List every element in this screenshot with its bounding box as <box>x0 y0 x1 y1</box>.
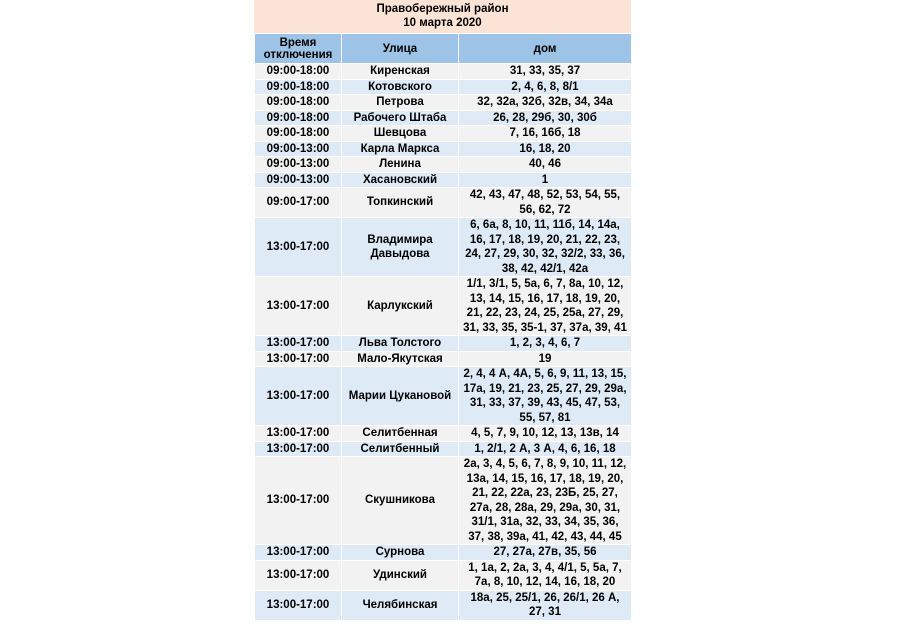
table-row <box>255 126 632 142</box>
street-cell: Киренская <box>342 64 459 80</box>
time-cell: 13:00-17:00 <box>255 336 342 352</box>
street-cell: Льва Толстого <box>342 336 459 352</box>
street-cell: Марии Цукановой <box>342 367 459 426</box>
table-row <box>255 590 632 620</box>
table-row <box>255 367 632 426</box>
time-cell: 09:00-18:00 <box>255 79 342 95</box>
houses-cell: 32, 32а, 32б, 32в, 34, 34а <box>459 95 632 111</box>
time-cell: 13:00-17:00 <box>255 351 342 367</box>
time-cell: 09:00-13:00 <box>255 172 342 188</box>
street-cell: Селитбенная <box>342 426 459 442</box>
time-cell: 09:00-18:00 <box>255 126 342 142</box>
street-cell: Сурнова <box>342 545 459 561</box>
houses-cell: 1 <box>459 172 632 188</box>
table-row <box>255 426 632 442</box>
table-row <box>255 157 632 173</box>
table-row <box>255 560 632 590</box>
time-cell: 13:00-17:00 <box>255 560 342 590</box>
time-cell: 09:00-13:00 <box>255 141 342 157</box>
table-title <box>254 0 631 33</box>
houses-cell: 27, 27а, 27в, 35, 56 <box>459 545 632 561</box>
time-cell: 13:00-17:00 <box>255 218 342 277</box>
houses-cell: 2, 4, 6, 8, 8/1 <box>459 79 632 95</box>
houses-cell: 40, 46 <box>459 157 632 173</box>
time-cell: 13:00-17:00 <box>255 277 342 336</box>
column-header-street: Улица <box>342 34 459 64</box>
street-cell: Владимира Давыдова <box>342 218 459 277</box>
time-cell: 13:00-17:00 <box>255 590 342 620</box>
street-cell: Хасановский <box>342 172 459 188</box>
table-row <box>255 545 632 561</box>
houses-cell: 26, 28, 29б, 30, 30б <box>459 110 632 126</box>
street-cell: Карла Маркса <box>342 141 459 157</box>
houses-cell: 6, 6а, 8, 10, 11, 11б, 14, 14а, 16, 17, 18, 19, 20, 21, 22, 23, 24, 27, 29, 30, 32, 32/2, 33, 36, 38, 42, 42/1, 42а <box>459 218 632 277</box>
outage-table <box>254 33 632 621</box>
houses-cell: 31, 33, 35, 37 <box>459 64 632 80</box>
table-row <box>255 172 632 188</box>
street-cell: Котовского <box>342 79 459 95</box>
time-cell: 09:00-13:00 <box>255 157 342 173</box>
houses-cell: 42, 43, 47, 48, 52, 53, 54, 55, 56, 62, 72 <box>459 188 632 218</box>
street-cell: Топкинский <box>342 188 459 218</box>
outage-schedule <box>254 0 631 621</box>
houses-cell: 7, 16, 16б, 18 <box>459 126 632 142</box>
table-row <box>255 277 632 336</box>
table-row <box>255 110 632 126</box>
time-cell: 13:00-17:00 <box>255 457 342 545</box>
houses-cell: 18а, 25, 25/1, 26, 26/1, 26 А, 27, 31 <box>459 590 632 620</box>
street-cell: Шевцова <box>342 126 459 142</box>
houses-cell: 16, 18, 20 <box>459 141 632 157</box>
table-row <box>255 64 632 80</box>
table-row <box>255 188 632 218</box>
houses-cell: 2, 4, 4 А, 4А, 5, 6, 9, 11, 13, 15, 17а, 19, 21, 23, 25, 27, 29, 29а, 31, 33, 37, 39, 43, 45, 47, 53, 55, 57, 81 <box>459 367 632 426</box>
street-cell: Удинский <box>342 560 459 590</box>
header-row <box>255 34 632 64</box>
houses-cell: 2а, 3, 4, 5, 6, 7, 8, 9, 10, 11, 12, 13а, 14, 15, 16, 17, 18, 19, 20, 21, 22, 22а, 23, 23Б, 25, 27, 27а, 28, 28а, 29, 29а, 30, 31, 31/1, 31а, 32, 33, 34, 35, 36, 37, 38, 39а, 41, 42, 43, 44, 45 <box>459 457 632 545</box>
column-header-time: Время отключения <box>255 34 342 64</box>
street-cell: Ленина <box>342 157 459 173</box>
district-name: Правобережный район <box>376 3 509 15</box>
street-cell: Селитбенный <box>342 441 459 457</box>
street-cell: Карлукский <box>342 277 459 336</box>
street-cell: Петрова <box>342 95 459 111</box>
table-row <box>255 95 632 111</box>
time-cell: 13:00-17:00 <box>255 545 342 561</box>
schedule-date: 10 марта 2020 <box>403 17 482 29</box>
houses-cell: 1, 2, 3, 4, 6, 7 <box>459 336 632 352</box>
time-cell: 09:00-18:00 <box>255 110 342 126</box>
time-cell: 09:00-18:00 <box>255 64 342 80</box>
street-cell: Рабочего Штаба <box>342 110 459 126</box>
houses-cell: 1/1, 3/1, 5, 5а, 6, 7, 8а, 10, 12, 13, 14, 15, 16, 17, 18, 19, 20, 21, 22, 23, 24, 25, 25а, 27, 29, 31, 33, 35, 35-1, 37, 37а, 39, 41 <box>459 277 632 336</box>
table-row <box>255 79 632 95</box>
street-cell: Скушникова <box>342 457 459 545</box>
houses-cell: 1, 1а, 2, 2а, 3, 4, 4/1, 5, 5а, 7, 7а, 8, 10, 12, 14, 16, 18, 20 <box>459 560 632 590</box>
table-row <box>255 441 632 457</box>
street-cell: Мало-Якутская <box>342 351 459 367</box>
street-cell: Челябинская <box>342 590 459 620</box>
time-cell: 09:00-17:00 <box>255 188 342 218</box>
table-row <box>255 218 632 277</box>
table-row <box>255 336 632 352</box>
houses-cell: 1, 2/1, 2 А, 3 А, 4, 6, 16, 18 <box>459 441 632 457</box>
table-row <box>255 141 632 157</box>
time-cell: 13:00-17:00 <box>255 367 342 426</box>
table-row <box>255 457 632 545</box>
time-cell: 13:00-17:00 <box>255 426 342 442</box>
time-cell: 09:00-18:00 <box>255 95 342 111</box>
time-cell: 13:00-17:00 <box>255 441 342 457</box>
table-row <box>255 351 632 367</box>
column-header-houses: дом <box>459 34 632 64</box>
houses-cell: 19 <box>459 351 632 367</box>
houses-cell: 4, 5, 7, 9, 10, 12, 13, 13в, 14 <box>459 426 632 442</box>
